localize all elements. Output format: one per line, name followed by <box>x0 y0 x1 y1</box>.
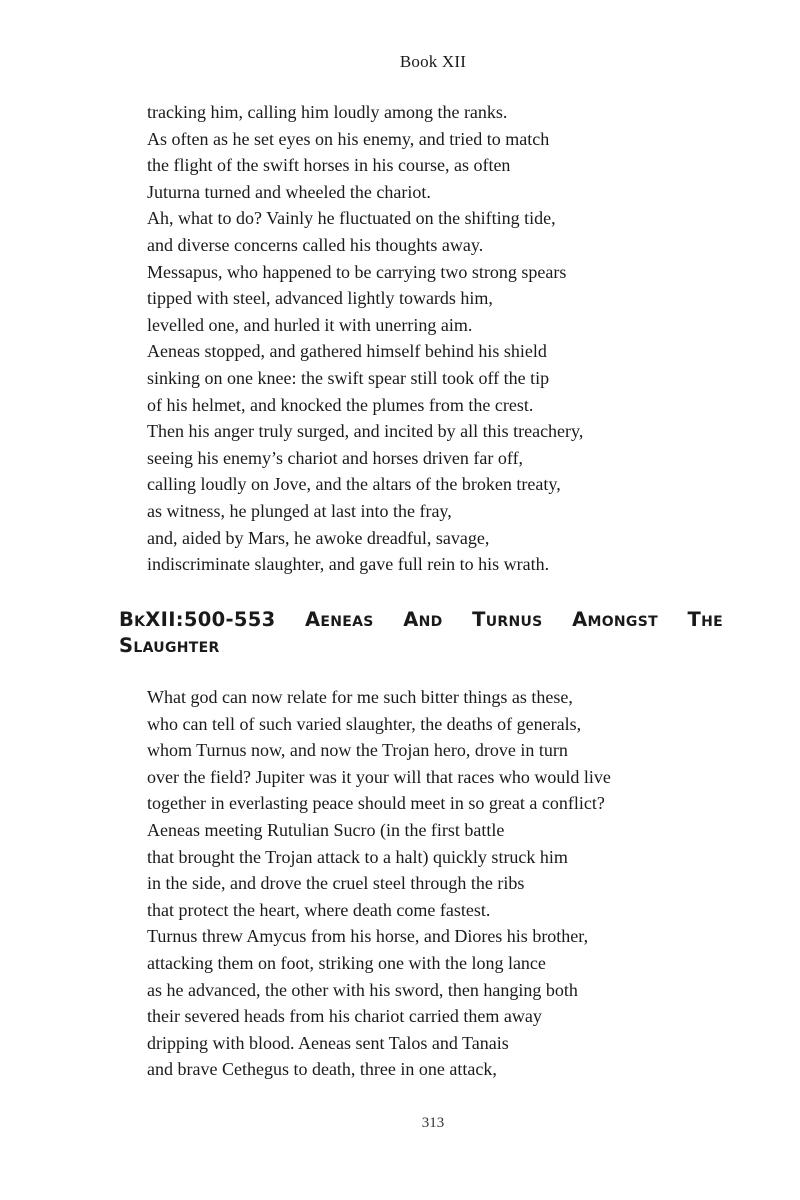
verse-line: As often as he set eyes on his enemy, and tried to match <box>147 128 550 149</box>
verse-line: who can tell of such varied slaughter, the deaths of generals, <box>147 713 582 734</box>
verse-line: that brought the Trojan attack to a halt) quickly struck him <box>147 846 568 867</box>
verse-line: Aeneas meeting Rutulian Sucro (in the first battle <box>147 819 505 840</box>
verse-line: calling loudly on Jove, and the altars of the broken treaty, <box>147 474 561 495</box>
verse-line: and diverse concerns called his thoughts away. <box>147 234 484 255</box>
verse-line: indiscriminate slaughter, and gave full rein to his wrath. <box>147 554 550 575</box>
verse-passage-1 <box>147 99 583 578</box>
verse-line: whom Turnus now, and now the Trojan hero, drove in turn <box>147 740 568 761</box>
verse-line: of his helmet, and knocked the plumes from the crest. <box>147 394 534 415</box>
verse-line: that protect the heart, where death come fastest. <box>147 899 491 920</box>
page-number: 313 <box>421 1115 445 1131</box>
verse-line: as he advanced, the other with his sword, then hanging both <box>147 979 578 1000</box>
running-header: Book XII <box>399 52 467 71</box>
verse-line: Ah, what to do? Vainly he fluctuated on the shifting tide, <box>147 208 556 229</box>
verse-line: over the field? Jupiter was it your will that races who would live <box>147 766 611 787</box>
verse-line: seeing his enemy’s chariot and horses driven far off, <box>147 447 524 468</box>
verse-line: the flight of the swift horses in his course, as often <box>147 155 511 176</box>
verse-line: their severed heads from his chariot carried them away <box>147 1006 542 1027</box>
verse-line: tipped with steel, advanced lightly towards him, <box>147 288 493 309</box>
verse-line: Messapus, who happened to be carrying two strong spears <box>147 261 567 282</box>
verse-line: Turnus threw Amycus from his horse, and Diores his brother, <box>147 926 589 947</box>
verse-line: tracking him, calling him loudly among the ranks. <box>147 102 508 122</box>
verse-line: in the side, and drove the cruel steel through the ribs <box>147 873 525 894</box>
verse-line: Juturna turned and wheeled the chariot. <box>147 181 431 202</box>
section-heading <box>119 607 723 659</box>
verse-line: Aeneas stopped, and gathered himself behind his shield <box>147 341 547 362</box>
verse-passage-2 <box>147 684 611 1083</box>
verse-line: as witness, he plunged at last into the fray, <box>147 500 452 521</box>
verse-line: and, aided by Mars, he awoke dreadful, savage, <box>147 527 490 548</box>
verse-line: sinking on one knee: the swift spear still took off the tip <box>147 367 550 388</box>
section-heading-line-1: BkXII:500-553 Aeneas And Turnus Amongst The <box>119 608 723 631</box>
verse-line: attacking them on foot, striking one with the long lance <box>147 952 546 973</box>
verse-line: dripping with blood. Aeneas sent Talos and Tanais <box>147 1032 509 1053</box>
verse-line: and brave Cethegus to death, three in one attack, <box>147 1059 497 1080</box>
verse-line: What god can now relate for me such bitter things as these, <box>147 687 573 707</box>
verse-line: Then his anger truly surged, and incited by all this treachery, <box>147 421 584 442</box>
section-heading-line-2: Slaughter <box>119 634 220 657</box>
verse-line: together in everlasting peace should meet in so great a conflict? <box>147 793 605 814</box>
verse-line: levelled one, and hurled it with unerring aim. <box>147 314 473 335</box>
